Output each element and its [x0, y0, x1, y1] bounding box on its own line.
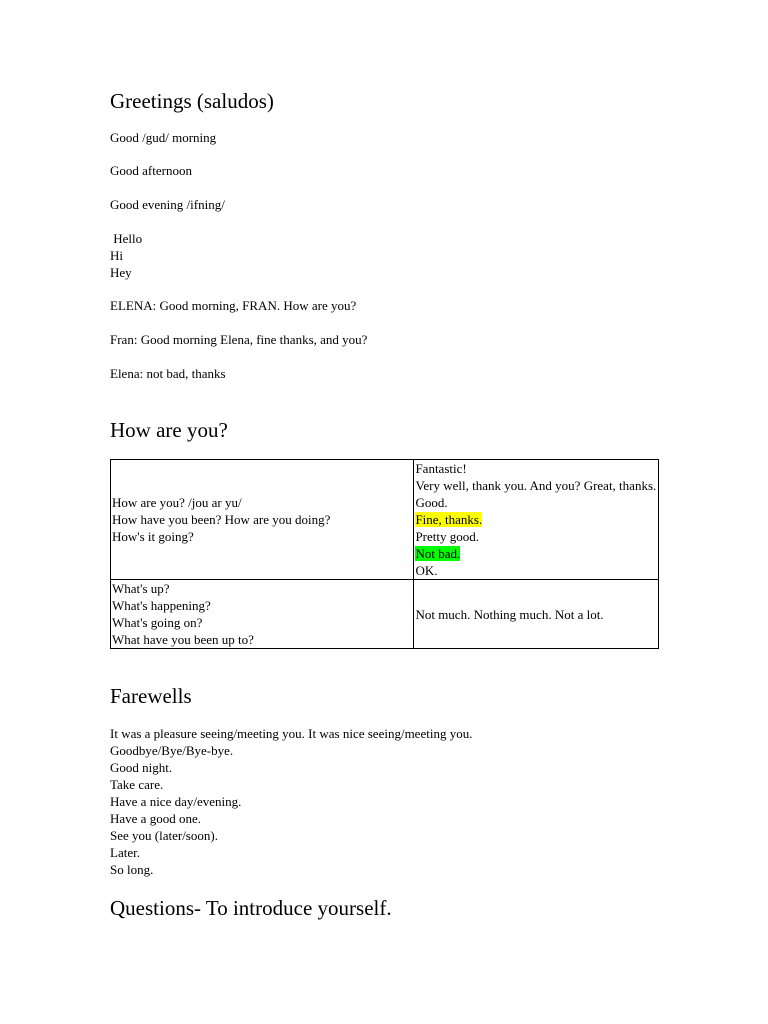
farewells-heading: Farewells: [110, 684, 192, 708]
informal-greeting: Hello: [110, 231, 143, 246]
question-text: How's it going?: [112, 529, 194, 544]
table-cell-answers: [414, 580, 659, 649]
how-are-you-heading: How are you?: [110, 418, 228, 442]
greeting-line: Good evening /ifning/: [110, 197, 225, 212]
table-cell-answers: [414, 460, 659, 580]
table-row: [111, 460, 659, 580]
table-row: [111, 580, 659, 649]
farewell-line: See you (later/soon).: [110, 828, 218, 843]
answer-text: Pretty good.: [415, 529, 479, 544]
question-text: What's up?: [112, 581, 170, 596]
greeting-line: Good afternoon: [110, 163, 192, 178]
dialogue-line: ELENA: Good morning, FRAN. How are you?: [110, 298, 357, 313]
answer-text: Fantastic!: [415, 461, 467, 476]
question-text: How have you been? How are you doing?: [112, 512, 331, 527]
questions-heading: Questions- To introduce yourself.: [110, 896, 392, 920]
greetings-heading: Greetings (saludos): [110, 89, 274, 113]
question-text: What have you been up to?: [112, 632, 254, 647]
farewells-list: [110, 725, 472, 878]
farewell-line: Have a nice day/evening.: [110, 794, 242, 809]
question-text: What's going on?: [112, 615, 203, 630]
farewell-line: Later.: [110, 845, 140, 860]
question-text: What's happening?: [112, 598, 211, 613]
answer-text: Good.: [415, 495, 448, 510]
farewell-line: It was a pleasure seeing/meeting you. It was nice seeing/meeting you.: [110, 726, 473, 741]
answer-text: OK.: [415, 563, 438, 578]
how-are-you-table: [110, 459, 659, 649]
farewell-line: Good night.: [110, 760, 173, 775]
informal-greeting: Hey: [110, 265, 132, 280]
farewell-line: So long.: [110, 862, 154, 877]
table-cell-questions: [111, 580, 414, 649]
dialogue-line: Elena: not bad, thanks: [110, 366, 226, 381]
farewell-line: Take care.: [110, 777, 164, 792]
answer-text: Very well, thank you. And you? Great, thanks.: [415, 478, 657, 493]
informal-greeting: Hi: [110, 248, 123, 263]
table-cell-questions: [111, 460, 414, 580]
dialogue-line: Fran: Good morning Elena, fine thanks, and you?: [110, 332, 368, 347]
question-text: How are you? /jou ar yu/: [112, 495, 242, 510]
farewell-line: Goodbye/Bye/Bye-bye.: [110, 743, 234, 758]
answer-text-highlighted-green: Not bad.: [415, 546, 461, 561]
answer-text: Not much. Nothing much. Not a lot.: [415, 606, 604, 622]
answer-text-highlighted-yellow: Fine, thanks.: [415, 512, 483, 527]
farewell-line: Have a good one.: [110, 811, 201, 826]
informal-greetings: [110, 230, 142, 281]
greeting-line: Good /gud/ morning: [110, 130, 217, 145]
